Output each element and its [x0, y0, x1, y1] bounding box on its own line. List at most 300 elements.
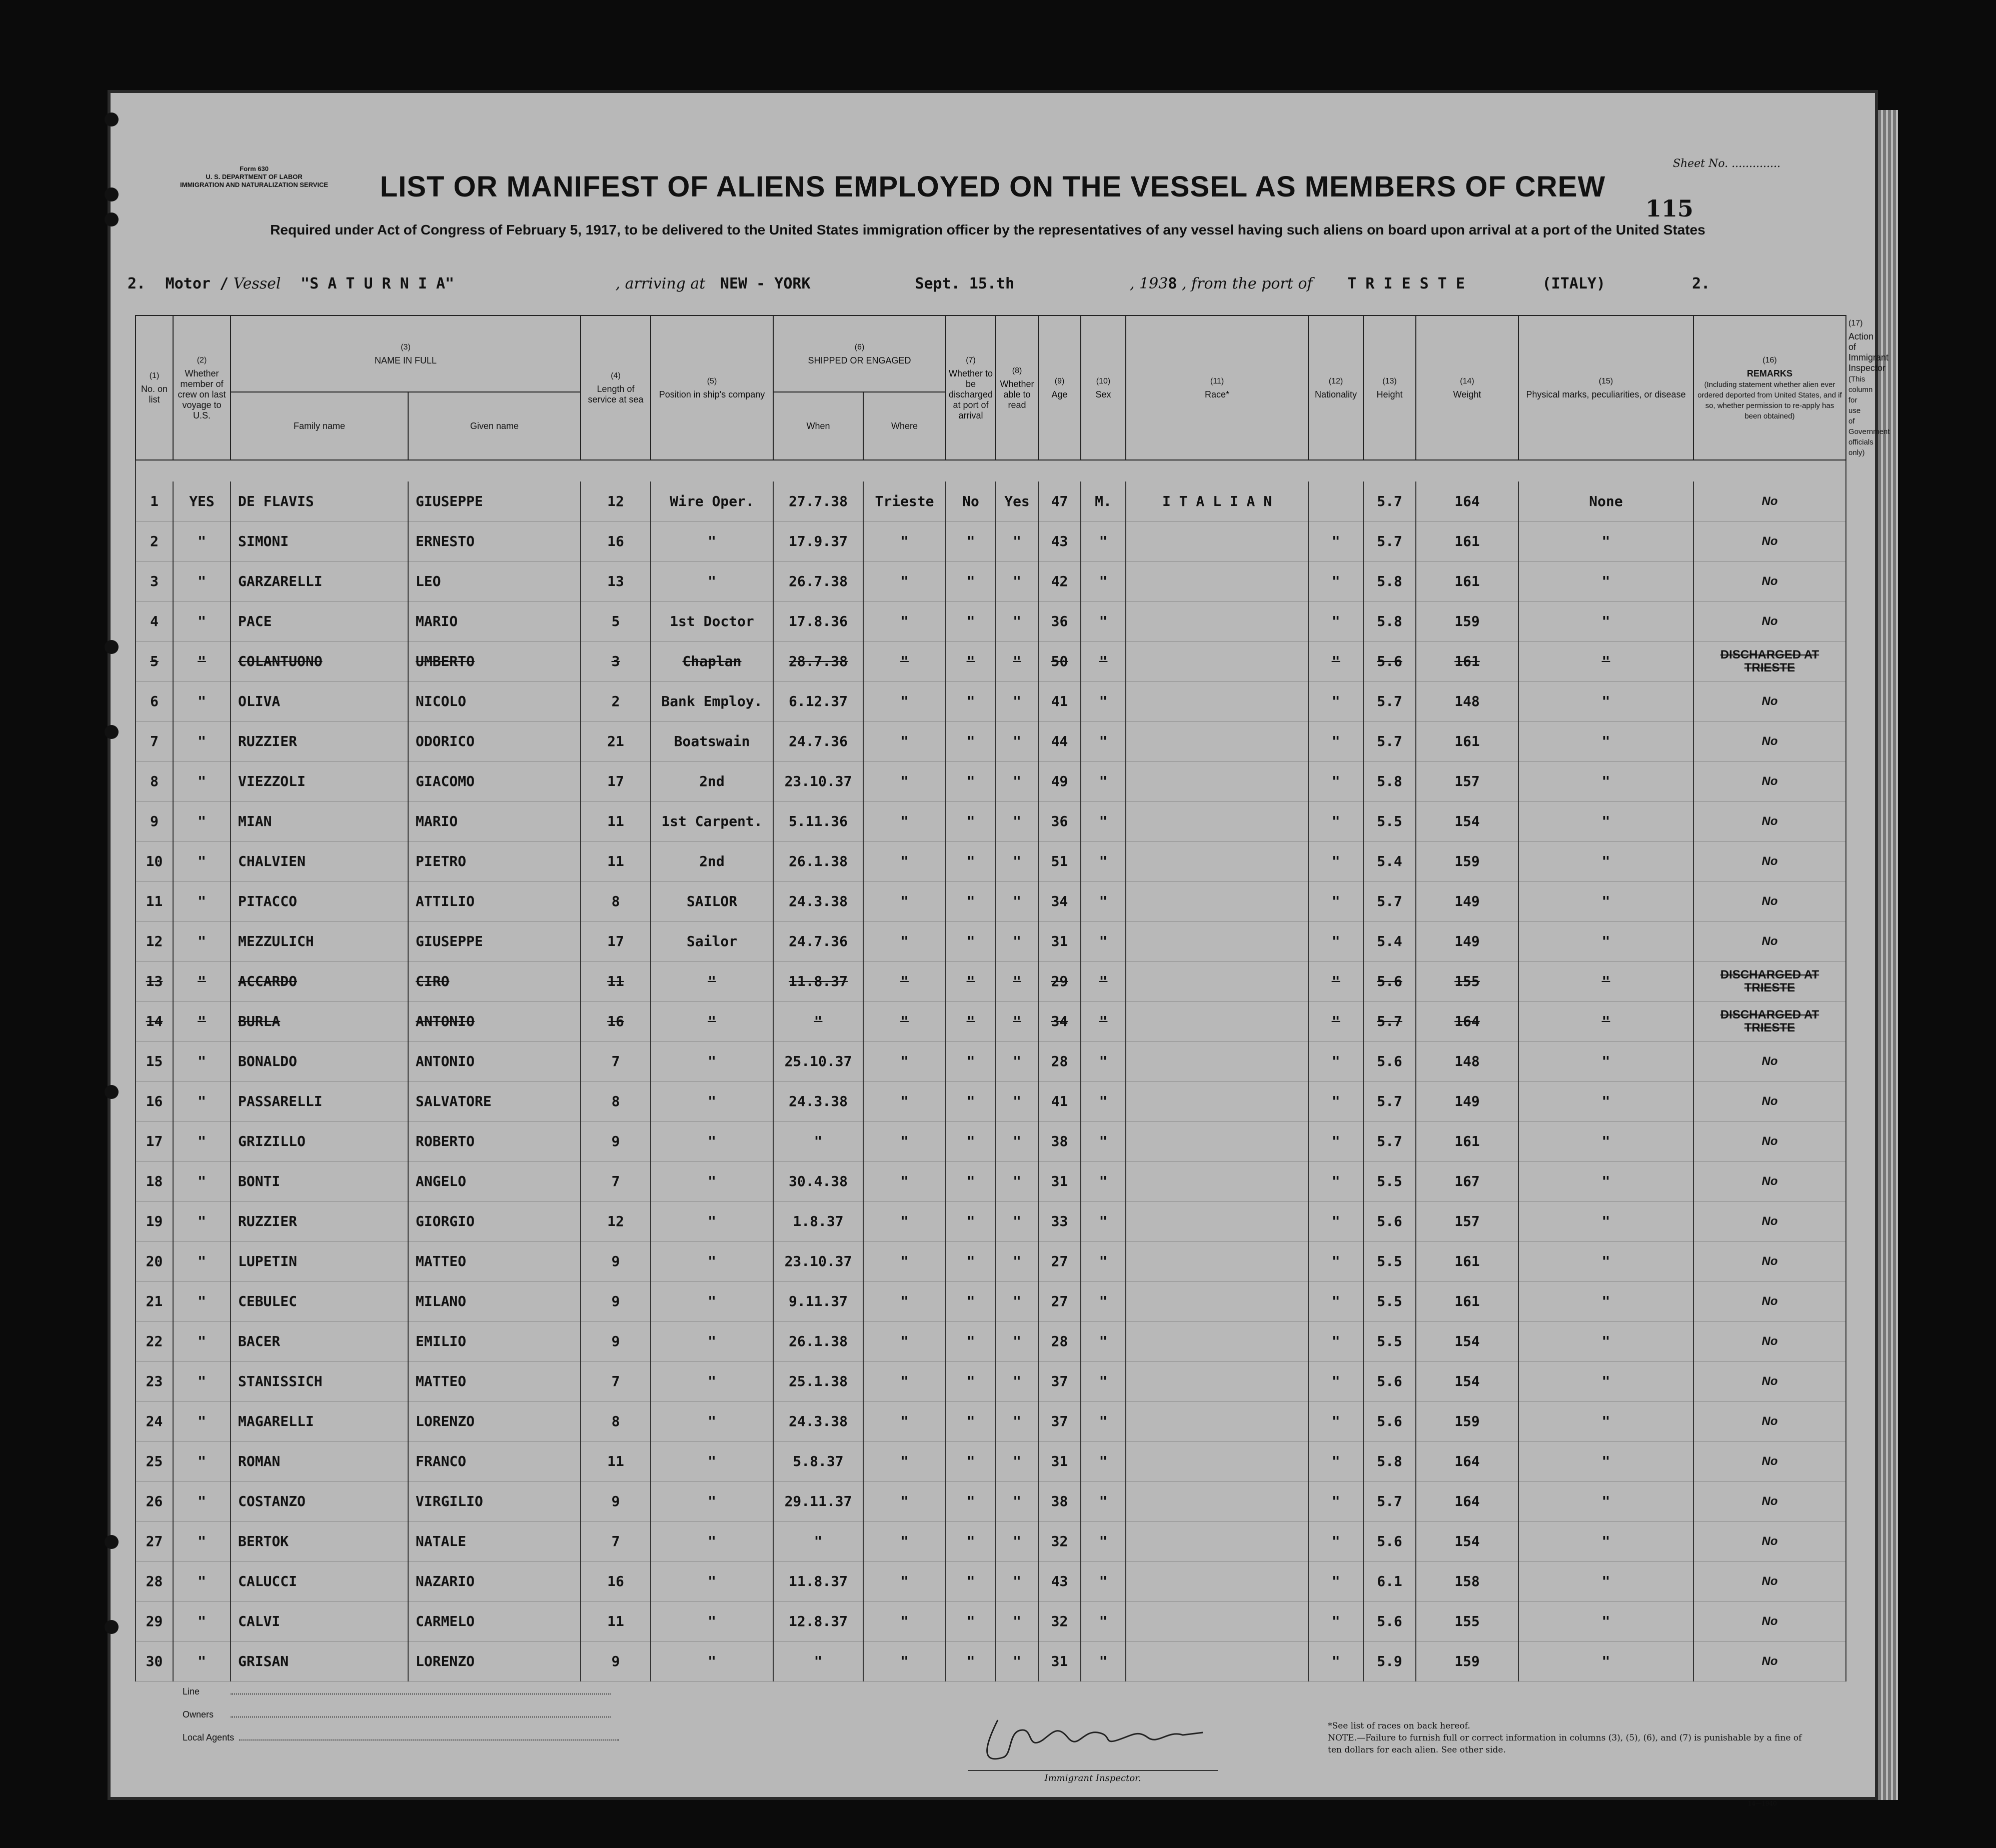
col-sex: " — [1081, 1322, 1126, 1362]
col-service: 7 — [581, 1162, 651, 1202]
col-physical-marks: " — [1518, 962, 1693, 1002]
binder-hole — [105, 725, 119, 739]
col-remarks: No — [1693, 602, 1846, 642]
col-where: " — [863, 1242, 946, 1282]
col-able-read: " — [996, 642, 1038, 682]
col-remarks: No — [1693, 762, 1846, 802]
col-age: 34 — [1038, 882, 1081, 922]
col-discharged: " — [946, 682, 996, 722]
col-service: 9 — [581, 1242, 651, 1282]
col-discharged: " — [946, 1442, 996, 1482]
col-no: 7 — [136, 722, 173, 762]
handwritten-signature — [968, 1710, 1218, 1770]
col-sex: " — [1081, 1162, 1126, 1202]
col-sex: " — [1081, 1402, 1126, 1442]
col-physical-marks: " — [1518, 1402, 1693, 1442]
header-weight: (14) Weight — [1416, 316, 1518, 460]
col-remarks: No — [1693, 1162, 1846, 1202]
col-family-name: COLANTUONO — [231, 642, 408, 682]
col-physical-marks: " — [1518, 642, 1693, 682]
col-weight: 161 — [1416, 642, 1518, 682]
col-given-name: NATALE — [408, 1522, 581, 1562]
col-nationality: " — [1308, 1402, 1363, 1442]
col-given-name: LORENZO — [408, 1402, 581, 1442]
col-nationality: " — [1308, 1082, 1363, 1122]
col-service: 7 — [581, 1362, 651, 1402]
col-when: 24.3.38 — [773, 882, 863, 922]
col-when: 28.7.38 — [773, 642, 863, 682]
col-sex: " — [1081, 1642, 1126, 1682]
col-discharged: " — [946, 1522, 996, 1562]
table-row — [136, 1482, 1846, 1522]
col-nationality: " — [1308, 1642, 1363, 1682]
col-race — [1126, 842, 1308, 882]
col-height: 5.6 — [1363, 1402, 1416, 1442]
col-position: " — [651, 1122, 773, 1162]
col-race — [1126, 922, 1308, 962]
col-service: 9 — [581, 1322, 651, 1362]
col-last-voyage: YES — [173, 482, 231, 522]
header-race: (11) Race* — [1126, 316, 1308, 460]
col-weight: 148 — [1416, 682, 1518, 722]
col-weight: 149 — [1416, 922, 1518, 962]
col-last-voyage: " — [173, 1602, 231, 1642]
col-service: 3 — [581, 642, 651, 682]
col-remarks: No — [1693, 1362, 1846, 1402]
col-no: 28 — [136, 1562, 173, 1602]
table-row — [136, 682, 1846, 722]
col-race — [1126, 762, 1308, 802]
col-weight: 148 — [1416, 1042, 1518, 1082]
col-physical-marks: " — [1518, 1082, 1693, 1122]
col-position: " — [651, 1202, 773, 1242]
col-nationality: " — [1308, 722, 1363, 762]
col-where: " — [863, 1442, 946, 1482]
col-service: 8 — [581, 1402, 651, 1442]
col-nationality: " — [1308, 1042, 1363, 1082]
col-race — [1126, 1082, 1308, 1122]
col-physical-marks: " — [1518, 882, 1693, 922]
arriving-label: , arriving at — [615, 275, 706, 292]
col-nationality: " — [1308, 682, 1363, 722]
col-height: 5.7 — [1363, 522, 1416, 562]
col-no: 19 — [136, 1202, 173, 1242]
col-remarks: No — [1693, 562, 1846, 602]
col-race: I T A L I A N — [1126, 482, 1308, 522]
col-when: 26.1.38 — [773, 842, 863, 882]
col-last-voyage: " — [173, 1522, 231, 1562]
col-service: 9 — [581, 1642, 651, 1682]
col-nationality: " — [1308, 1202, 1363, 1242]
col-discharged: " — [946, 962, 996, 1002]
col-able-read: " — [996, 602, 1038, 642]
col-age: 28 — [1038, 1322, 1081, 1362]
col-age: 31 — [1038, 922, 1081, 962]
col-position: " — [651, 1402, 773, 1442]
col-when: 24.7.36 — [773, 922, 863, 962]
col-sex: " — [1081, 522, 1126, 562]
col-service: 11 — [581, 842, 651, 882]
col-height: 5.6 — [1363, 1202, 1416, 1242]
col-race — [1126, 1042, 1308, 1082]
col-given-name: MARIO — [408, 802, 581, 842]
col-no: 21 — [136, 1282, 173, 1322]
col-sex: " — [1081, 962, 1126, 1002]
col-race — [1126, 1242, 1308, 1282]
header-physical-marks: (15) Physical marks, peculiarities, or disease — [1518, 316, 1693, 460]
col-discharged: " — [946, 562, 996, 602]
col-nationality: " — [1308, 1562, 1363, 1602]
col-age: 37 — [1038, 1402, 1081, 1442]
col-age: 47 — [1038, 482, 1081, 522]
col-weight: 154 — [1416, 1362, 1518, 1402]
col-service: 11 — [581, 1602, 651, 1642]
col-last-voyage: " — [173, 922, 231, 962]
col-when: 26.1.38 — [773, 1322, 863, 1362]
col-nationality: " — [1308, 522, 1363, 562]
header-where: Where — [863, 392, 946, 460]
col-when: 25.10.37 — [773, 1042, 863, 1082]
col-physical-marks: " — [1518, 522, 1693, 562]
col-discharged: " — [946, 762, 996, 802]
col-where: " — [863, 802, 946, 842]
header-position: (5) Position in ship's company — [651, 316, 773, 460]
col-given-name: LORENZO — [408, 1642, 581, 1682]
col-remarks: No — [1693, 1402, 1846, 1442]
col-physical-marks: " — [1518, 602, 1693, 642]
table-row — [136, 1002, 1846, 1042]
col-discharged: " — [946, 882, 996, 922]
col-no: 8 — [136, 762, 173, 802]
col-weight: 161 — [1416, 722, 1518, 762]
col-when: " — [773, 1642, 863, 1682]
col-no: 25 — [136, 1442, 173, 1482]
col-able-read: " — [996, 1442, 1038, 1482]
col-last-voyage: " — [173, 802, 231, 842]
sheet-number-label: Sheet No. .............. — [1673, 158, 1781, 170]
col-age: 37 — [1038, 1362, 1081, 1402]
col-sex: " — [1081, 602, 1126, 642]
table-row — [136, 1322, 1846, 1362]
col-discharged: " — [946, 1082, 996, 1122]
col-race — [1126, 962, 1308, 1002]
col-sex: " — [1081, 682, 1126, 722]
col-height: 5.7 — [1363, 722, 1416, 762]
col-position: Sailor — [651, 922, 773, 962]
col-able-read: " — [996, 802, 1038, 842]
col-service: 12 — [581, 1202, 651, 1242]
header-name: (3) NAME IN FULL — [231, 316, 581, 392]
col-no: 18 — [136, 1162, 173, 1202]
col-able-read: " — [996, 1202, 1038, 1242]
col-position: 1st Doctor — [651, 602, 773, 642]
col-service: 11 — [581, 802, 651, 842]
col-last-voyage: " — [173, 1482, 231, 1522]
col-when: " — [773, 1122, 863, 1162]
col-age: 43 — [1038, 1562, 1081, 1602]
col-last-voyage: " — [173, 642, 231, 682]
col-age: 31 — [1038, 1442, 1081, 1482]
col-discharged: " — [946, 842, 996, 882]
col-discharged: " — [946, 802, 996, 842]
col-race — [1126, 682, 1308, 722]
col-sex: " — [1081, 1002, 1126, 1042]
table-row — [136, 802, 1846, 842]
col-remarks: No — [1693, 1562, 1846, 1602]
table-row — [136, 602, 1846, 642]
col-last-voyage: " — [173, 1362, 231, 1402]
col-race — [1126, 882, 1308, 922]
col-given-name: MARIO — [408, 602, 581, 642]
binder-hole — [105, 1620, 119, 1634]
col-sex: " — [1081, 1362, 1126, 1402]
col-height: 5.6 — [1363, 1042, 1416, 1082]
col-sex: " — [1081, 882, 1126, 922]
vessel-name: "S A T U R N I A" — [301, 275, 455, 292]
col-given-name: SALVATORE — [408, 1082, 581, 1122]
race-note: *See list of races on back hereof. — [1328, 1721, 1470, 1731]
col-no: 11 — [136, 882, 173, 922]
manifest-page — [108, 90, 1890, 1807]
col-position: " — [651, 1482, 773, 1522]
col-position: 2nd — [651, 842, 773, 882]
col-weight: 158 — [1416, 1562, 1518, 1602]
crew-manifest-table: (1) No. on list (2) Whether member of crew on last voyage to U.S. (3) NAME IN FULL (4) Length of service at sea (5) Position in ship's company (6) SHIPPED OR ENGAGED (7) Whether to be discharged at port of arrival (8) Whether able to read (9) Age (10) Sex (11) Race* (12) Nationality (13) Height (14) Weight (15) Physical marks, peculiarities, or disease (16) REMARKS (Including statement whether alien ever ordered deported from United States, and if so, whether permission to re-apply has been obtained) (17) Action of Immigrant Inspector (This column for use of Government officials only) Family name Given name When Where 1 YES DE FLAVIS GIUSEPPE 12 Wire Oper. 27.7.38 Trieste No Yes 47 M. I T A L I A N 5.7 164 None No 2 " SIMONI ERNESTO 16 " 17.9.37 " " " 43 " " 5.7 161 " No 3 " GARZARELLI LEO 13 " 26.7.38 " " " 42 " " 5.8 161 " No 4 " PACE MARIO 5 1st Doctor 17.8.36 " " " 36 " " 5.8 159 " No 5 " COLANTUONO UMBERTO 3 Chaplan 28.7.38 " " " 50 " " 5.6 161 " DISCHARGED AT TRIESTE 6 " OLIVA NICOLO 2 Bank Employ. 6.12.37 " " " 41 " " 5.7 148 " No 7 " RUZZIER ODORICO 21 Boatswain 24.7.36 " " " 44 " " 5.7 161 " No 8 " VIEZZOLI GIACOMO 17 2nd 23.10.37 " " " 49 " " 5.8 157 " No 9 " MIAN MARIO 11 1st Carpent. 5.11.36 " " " 36 " " 5.5 154 " No 10 " CHALVIEN PIETRO 11 2nd 26.1.38 " " " 51 " " 5.4 159 " No 11 " PITACCO ATTILIO 8 SAILOR 24.3.38 " " " 34 " " 5.7 149 " No 12 " MEZZULICH GIUSEPPE 17 Sailor 24.7.36 " " " 31 " " 5.4 149 " No 13 " ACCARDO CIRO 11 " 11.8.37 " " " 29 " " 5.6 155 " DISCHARGED AT TRIESTE 14 " BURLA ANTONIO 16 " " " " " 34 " " 5.7 164 " DISCHARGED AT TRIESTE 15 " BONALDO ANTONIO 7 " 25.10.37 " " " 28 " " 5.6 148 " No 16 " PASSARELLI SALVATORE 8 " 24.3.38 " " " 41 " " 5.7 149 " No 17 " GRIZILLO ROBERTO 9 " " " " " 38 " " 5.7 161 " No 18 " BONTI ANGELO 7 " 30.4.38 " " " 31 " " 5.5 167 " No 19 " RUZZIER GIORGIO 12 " 1.8.37 " " " 33 " " 5.6 157 " No 20 " LUPETIN MATTEO 9 " 23.10.37 " " " 27 " " 5.5 161 " No 21 " CEBULEC MILANO 9 " 9.11.37 " " " 27 " " 5.5 161 " No 22 " BACER EMILIO 9 " 26.1.38 " " " 28 " " 5.5 154 " No 23 " STANISSICH MATTEO 7 " 25.1.38 " " " 37 " " 5.6 154 " No 24 " MAGARELLI LORENZO 8 " 24.3.38 " " " 37 " " 5.6 159 " No 25 " ROMAN FRANCO 11 " 5.8.37 " " " 31 " " 5.8 164 " No 26 " COSTANZO VIRGILIO 9 " 29.11.37 " " " 38 " " 5.7 164 " No 27 " BERTOK NATALE 7 " " " " " 32 " " 5.6 154 " No 28 " CALUCCI NAZARIO 16 " 11.8.37 " " " 43 " " 6.1 158 " No 29 " CALVI CARMELO 11 " 12.8.37 " " " 32 " " 5.6 155 " No 30 " GRISAN LORENZO 9 " " " " " 31 " " 5.9 159 " No — [135, 315, 1846, 1682]
col-where: " — [863, 882, 946, 922]
col-discharged: " — [946, 1162, 996, 1202]
col-service: 17 — [581, 922, 651, 962]
header-height: (13) Height — [1363, 316, 1416, 460]
crew-rows — [136, 460, 1846, 1682]
col-remarks: No — [1693, 1282, 1846, 1322]
col-height: 5.5 — [1363, 802, 1416, 842]
col-weight: 161 — [1416, 522, 1518, 562]
col-when: 17.9.37 — [773, 522, 863, 562]
table-row — [136, 1362, 1846, 1402]
col-given-name: GIORGIO — [408, 1202, 581, 1242]
col-weight: 159 — [1416, 1402, 1518, 1442]
col-sex: M. — [1081, 482, 1126, 522]
col-race — [1126, 1442, 1308, 1482]
col-physical-marks: " — [1518, 1362, 1693, 1402]
col-family-name: OLIVA — [231, 682, 408, 722]
col-remarks: DISCHARGED AT TRIESTE — [1693, 642, 1846, 682]
col-age: 34 — [1038, 1002, 1081, 1042]
col-when: " — [773, 1002, 863, 1042]
col-height: 5.9 — [1363, 1642, 1416, 1682]
col-no: 3 — [136, 562, 173, 602]
binder-hole — [105, 640, 119, 654]
col-physical-marks: " — [1518, 1642, 1693, 1682]
col-discharged: " — [946, 1282, 996, 1322]
col-height: 5.7 — [1363, 1122, 1416, 1162]
col-position: " — [651, 1322, 773, 1362]
col-remarks: No — [1693, 802, 1846, 842]
col-weight: 154 — [1416, 1522, 1518, 1562]
vessel-suffix: 2. — [1692, 275, 1710, 292]
col-able-read: " — [996, 1482, 1038, 1522]
col-nationality: " — [1308, 1362, 1363, 1402]
col-last-voyage: " — [173, 602, 231, 642]
col-position: " — [651, 1442, 773, 1482]
col-family-name: BACER — [231, 1322, 408, 1362]
col-service: 7 — [581, 1042, 651, 1082]
col-position: " — [651, 1602, 773, 1642]
col-no: 12 — [136, 922, 173, 962]
col-nationality: " — [1308, 802, 1363, 842]
col-family-name: RUZZIER — [231, 1202, 408, 1242]
header-discharged: (7) Whether to be discharged at port of arrival — [946, 316, 996, 460]
col-weight: 159 — [1416, 602, 1518, 642]
col-nationality: " — [1308, 1602, 1363, 1642]
col-discharged: " — [946, 1602, 996, 1642]
col-sex: " — [1081, 1122, 1126, 1162]
col-height: 5.8 — [1363, 602, 1416, 642]
col-no: 4 — [136, 602, 173, 642]
col-given-name: ANTONIO — [408, 1042, 581, 1082]
table-row — [136, 1402, 1846, 1442]
col-given-name: ANGELO — [408, 1162, 581, 1202]
col-last-voyage: " — [173, 562, 231, 602]
col-weight: 155 — [1416, 962, 1518, 1002]
from-label: , from the port of — [1181, 275, 1313, 292]
col-family-name: ACCARDO — [231, 962, 408, 1002]
col-height: 5.5 — [1363, 1322, 1416, 1362]
col-nationality: " — [1308, 1002, 1363, 1042]
col-family-name: COSTANZO — [231, 1482, 408, 1522]
table-row — [136, 642, 1846, 682]
col-sex: " — [1081, 562, 1126, 602]
col-remarks: No — [1693, 882, 1846, 922]
col-service: 9 — [581, 1282, 651, 1322]
col-height: 5.6 — [1363, 1602, 1416, 1642]
col-when: 12.8.37 — [773, 1602, 863, 1642]
col-position: " — [651, 1362, 773, 1402]
col-position: " — [651, 1162, 773, 1202]
col-discharged: No — [946, 482, 996, 522]
col-position: 2nd — [651, 762, 773, 802]
header-shipped: (6) SHIPPED OR ENGAGED — [773, 316, 946, 392]
col-remarks: No — [1693, 1442, 1846, 1482]
col-height: 5.5 — [1363, 1242, 1416, 1282]
col-physical-marks: " — [1518, 1002, 1693, 1042]
table-row — [136, 1042, 1846, 1082]
col-discharged: " — [946, 602, 996, 642]
col-weight: 161 — [1416, 1282, 1518, 1322]
col-no: 26 — [136, 1482, 173, 1522]
col-service: 16 — [581, 1002, 651, 1042]
col-given-name: UMBERTO — [408, 642, 581, 682]
col-nationality: " — [1308, 1322, 1363, 1362]
col-last-voyage: " — [173, 1002, 231, 1042]
col-last-voyage: " — [173, 962, 231, 1002]
col-able-read: " — [996, 922, 1038, 962]
col-last-voyage: " — [173, 762, 231, 802]
col-discharged: " — [946, 1242, 996, 1282]
col-family-name: GRIZILLO — [231, 1122, 408, 1162]
col-family-name: CALUCCI — [231, 1562, 408, 1602]
col-nationality: " — [1308, 1442, 1363, 1482]
binder-hole — [105, 1085, 119, 1099]
col-service: 21 — [581, 722, 651, 762]
col-remarks: No — [1693, 682, 1846, 722]
header-age: (9) Age — [1038, 316, 1081, 460]
header-given-name: Given name — [408, 392, 581, 460]
col-no: 23 — [136, 1362, 173, 1402]
col-service: 7 — [581, 1522, 651, 1562]
col-weight: 164 — [1416, 1482, 1518, 1522]
col-no: 6 — [136, 682, 173, 722]
form-number: Form 630 — [240, 165, 269, 172]
col-last-voyage: " — [173, 522, 231, 562]
col-age: 50 — [1038, 642, 1081, 682]
col-weight: 167 — [1416, 1162, 1518, 1202]
year-suffix: 8 — [1168, 275, 1177, 292]
col-position: " — [651, 962, 773, 1002]
col-able-read: " — [996, 882, 1038, 922]
col-race — [1126, 1122, 1308, 1162]
col-where: " — [863, 562, 946, 602]
col-where: " — [863, 602, 946, 642]
col-family-name: BONALDO — [231, 1042, 408, 1082]
col-service: 16 — [581, 1562, 651, 1602]
col-race — [1126, 522, 1308, 562]
col-age: 36 — [1038, 602, 1081, 642]
col-able-read: " — [996, 1642, 1038, 1682]
col-weight: 157 — [1416, 1202, 1518, 1242]
col-remarks: No — [1693, 1642, 1846, 1682]
col-sex: " — [1081, 1482, 1126, 1522]
col-service: 9 — [581, 1482, 651, 1522]
col-able-read: " — [996, 1362, 1038, 1402]
col-physical-marks: " — [1518, 1242, 1693, 1282]
line-field: Line — [183, 1680, 619, 1703]
col-family-name: CALVI — [231, 1602, 408, 1642]
footer-fields — [183, 1680, 619, 1749]
col-discharged: " — [946, 1402, 996, 1442]
col-height: 5.8 — [1363, 1442, 1416, 1482]
col-last-voyage: " — [173, 1242, 231, 1282]
header-sex: (10) Sex — [1081, 316, 1126, 460]
col-where: " — [863, 1042, 946, 1082]
col-remarks: No — [1693, 1122, 1846, 1162]
col-nationality: " — [1308, 1242, 1363, 1282]
col-where: " — [863, 1322, 946, 1362]
motor-label: Motor / — [165, 275, 229, 292]
col-weight: 159 — [1416, 1642, 1518, 1682]
vessel-info-line — [128, 275, 1828, 292]
col-nationality: " — [1308, 1122, 1363, 1162]
col-no: 13 — [136, 962, 173, 1002]
table-row — [136, 882, 1846, 922]
col-able-read: " — [996, 962, 1038, 1002]
col-able-read: " — [996, 1122, 1038, 1162]
col-physical-marks: " — [1518, 1202, 1693, 1242]
col-nationality: " — [1308, 1282, 1363, 1322]
col-sex: " — [1081, 842, 1126, 882]
col-nationality: " — [1308, 842, 1363, 882]
col-last-voyage: " — [173, 882, 231, 922]
col-physical-marks: " — [1518, 682, 1693, 722]
col-age: 51 — [1038, 842, 1081, 882]
col-position: " — [651, 1282, 773, 1322]
col-when: 29.11.37 — [773, 1482, 863, 1522]
col-race — [1126, 1602, 1308, 1642]
col-discharged: " — [946, 1562, 996, 1602]
col-sex: " — [1081, 1282, 1126, 1322]
col-age: 28 — [1038, 1042, 1081, 1082]
col-nationality: " — [1308, 1482, 1363, 1522]
